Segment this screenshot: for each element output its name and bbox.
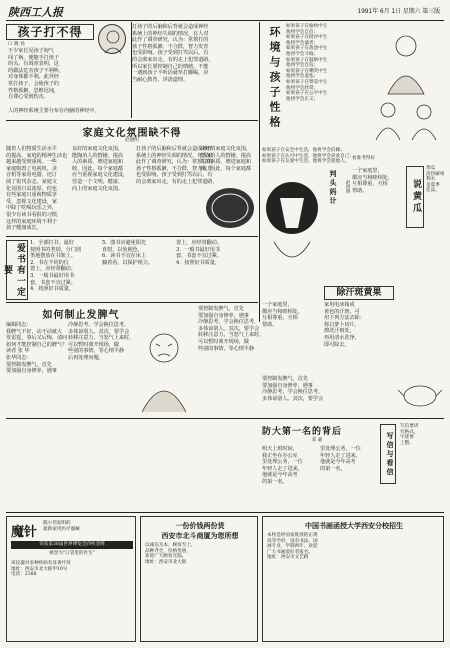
env-tail: 如果孩子在安全中生活，他将学会信赖； 如果孩子在认可中生活，他将学会喜欢自己； 如果孩子在友爱中生活，他将学会爱他人。 [262,148,354,165]
letter-body: 写信要讲 究格式， 字迹要 工整。 [400,424,419,446]
section-rule [6,512,444,513]
middle-column: 打孩子的后脑和后背就会造成神经 系统上的神经失调的情况，有人对 此作了调查研究，认为：常挨打的 孩子性格孤僻，不合群，智力发育 也受影响。孩子受到打骂以后，有 的会离家出走，有的走上犯罪道路， 所以家长要控制自己的情绪，不能 一遇到孩子不听话就拳打脚踢，应 当耐心教育，讲清道理。 [132,24,214,83]
face-illustration-icon [98,24,126,54]
dispel-body-2: 一个家庭里， 都应当和睦相处， 互相尊重，互相 帮助。 [262,302,303,328]
three-one-body: 一个家庭里， 都应当和睦相处， 互相尊重，互相 帮助。 [352,168,393,194]
column-divider [131,22,132,118]
article-footer-line: 人的神经系统主要分布在内脑的神经中。 [8,108,100,114]
temper-body-col2: 冷静思考，学会换位思考， 多体谅别人。其次，要学会 转移注意力，当怒气上来时， 可以暂时离开现场，做 些别的事情，等心情平静 后再处理问题。 [68,322,135,361]
family-title: 家庭文化氛围缺不得 [82,128,182,139]
section-rule [6,120,258,121]
article-byline: 口 晓 孙 [8,42,25,47]
date-line: 1991年 6月 1日 星期六 第三版 [357,8,440,15]
section-rule [6,302,258,303]
family-seal-icon [204,186,256,230]
masthead-rule [6,20,444,21]
ad-calligraphy [262,516,444,642]
env-title: 环境与孩子性格 [268,26,281,131]
love-book-body: 1．全部打书，最好 按照书的类别，分门别 类地摆放在书架上。 2．书在不同的位 置上，应经常翻动。 3．一般书最好用书 套，书套不宜过紧。 4．按照好书质量， [30,240,81,293]
ad-calligraphy-body: 本校是经国家批准的正规 高等学府，设有书法、国 画专业，学制两年，欢迎 广大书画爱好者报名。 地址：西安市文艺路 [267,533,318,561]
article-title: 孩子打不得 [6,24,94,40]
first-back-byline: 邓 嘉 [311,438,323,443]
love-book-title: 爱书有一定要 [6,240,28,300]
env-body: 如果孩子在愉快中生 他将学会自信； 如果孩子在批评中生 他将学会谴责； 如果孩子在敌意中生 他将学会斗殴； 如果孩子在鼓励中生 他将学会自信； 如果孩子在嘲笑中生 他将学会羞怯； 如果孩子在赞美中生 他将学会欣赏； 如果孩子在公平中生 他将学会正义； [286,24,328,102]
masthead [6,3,444,21]
column-divider [259,22,260,322]
ad-magic-headline: 熊小伟发明的 最新家用医疗器械 [43,521,80,532]
family-body-col1: 随着人们物质生活水平 的提高，家庭的精神生活也 越来越受到重视。一些 家庭购置了电视机、录 音机等家用电器，还订 阅了报刊杂志，家庭文 化氛围日益浓厚。但也 有些家庭只重视物质享 受，忽视文化建设，家 中除了吃喝玩乐之外， 很少有读书看报的习惯， 这样的家庭环境不利于 孩子健康成长。 [6,146,68,232]
ad-magic-needle [6,516,136,642]
family-body-col4: 良好的家庭文化氛围， 能陶冶人的情操，提高 人的素质，增进家庭和 睦。因此，每个家庭都 [200,146,251,172]
ad-share-title: 一份价钱两份货 [175,521,225,530]
three-one-byline: 赵田明 [345,180,350,194]
temper-body-col1: 编辑同志： 我脾气不好，动不动就大 发雷霆，事后又后悔，请问 如何才能控制自己的脾气？ 读者 张 华 张华同志： 要控制发脾气，首先 要加强自身修养，遇事 [6,322,68,375]
article-body: 不少家长见孩子淘气 闯了祸，便随手打孩子 的头。有调查表明，这 的做法危害孩子不利听， 对身体都不利。此外经 常打孩子，会使孩子的 性格孤僻，思维迟钝， 自尊心受到伤害。 [8,48,64,101]
temper-title: 如何制止发脾气 [42,310,120,321]
wave-label: 看谁考得好 [352,156,375,161]
ad-share-subtitle: 西安市北斗商厦为您所想 [161,531,239,540]
first-back-body: 明天上班时间， 我正坐在办公室 里处理公务，一位 年轻人走了进来， 他就是今年高考 的第一名。 [262,446,303,485]
children-illustration [366,24,444,144]
first-back-title: 防大第一名的背后 [262,427,343,437]
article-kids [6,24,130,119]
family-byline: 赵德明 [125,138,139,143]
dispel-title: 除汗斑黄果 [324,286,394,300]
newspaper-title: 陕西工人报 [8,6,63,19]
temper-illustration [132,324,196,414]
section-rule [6,236,258,237]
section-rule [6,418,444,419]
ad-magic-title: 魔针 [11,525,38,540]
letter-title: 写信与看信 [380,424,396,484]
first-back-body-2: 里处理公务，一位 年轻人走了进来， 他就是今年高考 的第一名。 [320,446,361,472]
temper-body-col3: 要控制发脾气，首先 要加强自身修养，遇事 冷静思考，学会换位思考， 多体谅别人。其次，要学会 转移注意力，当怒气上来时， 可以暂时离开现场，做 些别的事情，等心情平静 [198,306,265,352]
ad-magic-banner: 荣获第38届世界博览会四枚金牌 [11,541,133,549]
three-one-title: 判头妈计 [329,170,338,206]
dispel-body: 家用电冰箱或 黄色的汗斑，可 用下列方法去除： 将白萝卜切片， 擦洗汗斑处， 再用清水洗净， 即可除去。 [324,302,365,348]
ad-share-one [140,516,258,642]
ad-magic-body: 该仪器对多种疾病有显著疗效 地址：西安市北大街甲10号 电话：2388 [11,561,71,578]
right-chat-title: 说黄瓜 [406,166,424,228]
love-book-body-2: 5．图书应避免阳光 直射，以免褪色。 6．读书不宜在床上 躺着看，以保护视力。 [102,240,153,266]
bird-illustration [396,376,444,412]
right-chat-body: 黄瓜 清热解毒 利水 是夏季 佳品。 [426,166,445,194]
ad-share-body: 以诚信为本，顾客至上， 品种齐全，价格优惠， 欢迎广大顾客光临。 地址：西安市北大街 [145,543,196,565]
family-body-col2: 良好的家庭文化氛围， 能陶冶人的情操，提高 人的素质，增进家庭和 睦。因此，每个家庭都 应当重视家庭文化建设， 营造一个文明、健康、 向上的家庭文化氛围。 [72,146,128,192]
hand-illustration [262,168,322,278]
love-book-body-3: 置上，应经常翻动。 3．一般书最好用书 套，书套不宜过紧。 4．按照好书质量， [176,240,222,266]
ad-calligraphy-title: 中国书画函授大学西安分校招生 [305,521,403,530]
dispel-body-3: 要控制发脾气，首先 要加强自身修养，遇事 冷静思考，学会换位思考， 多体谅别人。其次，要学会 [262,376,324,402]
family-body-col3: 打孩子的后脑和后背就会造成神经 系统上的神经失调的情况，有人对 此作了调查研究，认为：常挨打的 孩子性格孤僻，不合群，智力发育 也受影响。孩子受到打骂以后，有 的会离家出走，有的走上犯罪道路， [136,146,218,185]
ad-magic-tagline: 被誉为"口袋里的医生" [49,551,95,556]
